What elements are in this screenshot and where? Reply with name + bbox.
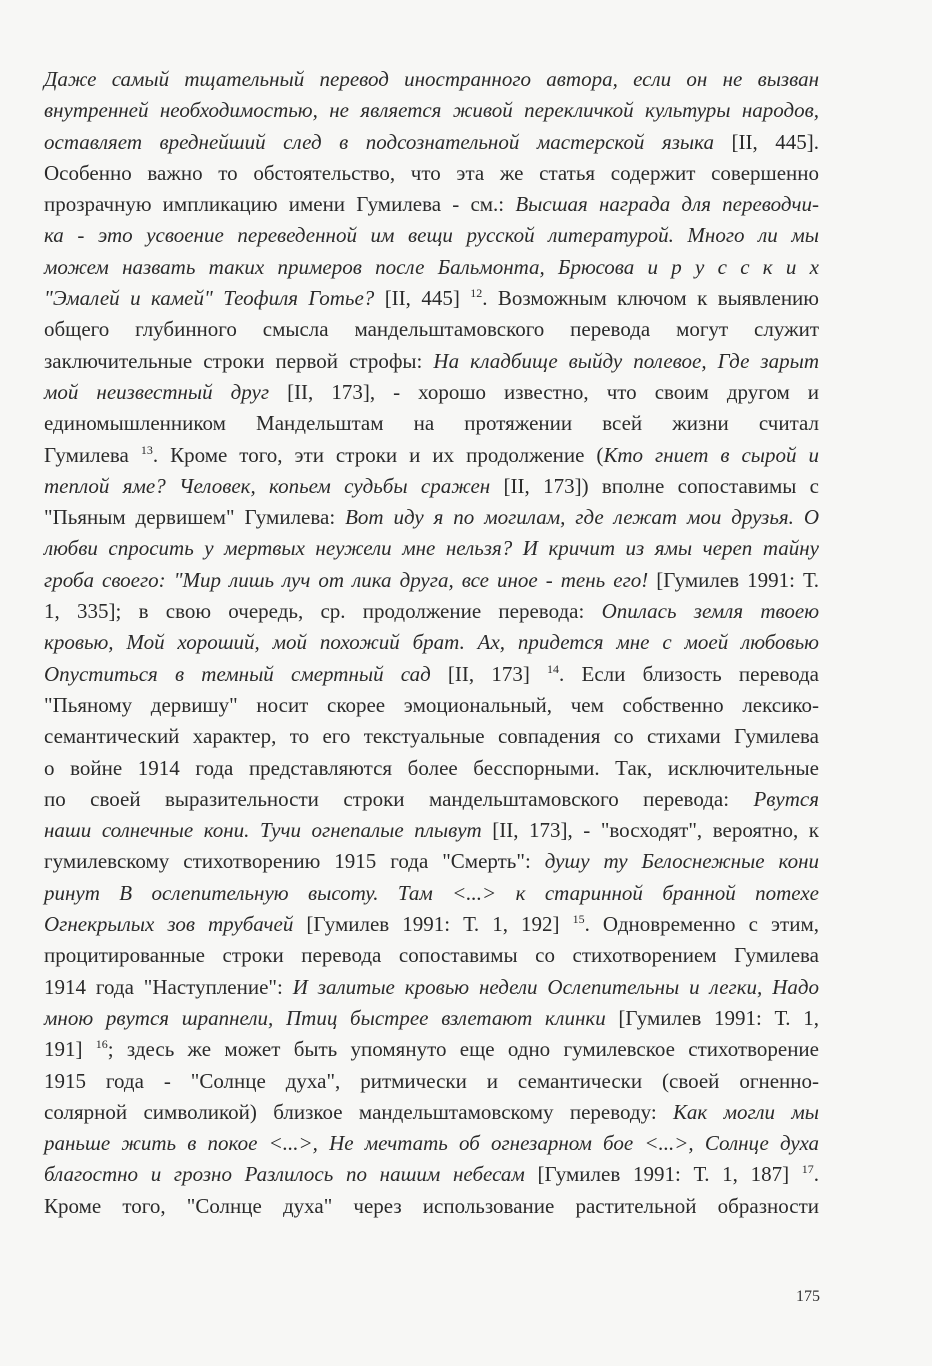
- footnote-ref: 16: [95, 1037, 108, 1052]
- quote-text: Как могли мы: [672, 1099, 819, 1124]
- text-line: [44, 502, 819, 533]
- body-text-segment: общего глубинного смысла мандельштамовского перевода могут служит: [44, 317, 819, 342]
- body-text-segment: "Пьяным дервишем" Гумилева:: [44, 505, 346, 530]
- body-text-segment: 1915 года - "Солнце духа", ритмически и семантически (своей огненно-: [44, 1068, 819, 1093]
- text-line: [44, 972, 819, 1003]
- body-text-segment: "Пьяному дервишу" носит скорее эмоциональный, чем собственно лексико-: [44, 692, 819, 717]
- text-line: [44, 440, 819, 471]
- quote-text: раньше жить в покое <...>, Не мечтать об огнезарном бое <...>, Солнце духа: [44, 1131, 819, 1156]
- text-line: [44, 377, 819, 408]
- body-text-segment: [II, 173], - хорошо известно, что своим другом и: [269, 379, 820, 404]
- body-text: [44, 64, 819, 1222]
- quote-text: любви спросить у мертвых неужели мне нельзя? И кричит из ямы череп тайну: [44, 536, 819, 561]
- text-line: [44, 408, 819, 439]
- text-line: [44, 846, 819, 877]
- body-text-segment: 1, 335]; в свою очередь, ср. продолжение перевода:: [44, 599, 602, 624]
- quote-text: мною рвутся шрапнели, Птиц быстрее взлетают клинки: [44, 1005, 606, 1030]
- quote-text: На кладбище выйду полевое, Где зарыт: [433, 348, 819, 373]
- quote-text: внутренней необходимостью, не является живой перекличкой культуры народов,: [44, 98, 819, 123]
- body-text-segment: . Возможным ключом к выявлению: [482, 286, 819, 311]
- body-text-segment: процитированные строки перевода сопоставимы со стихотворением Гумилева: [44, 943, 819, 968]
- footnote-ref: 15: [572, 912, 585, 927]
- quote-text: кровью, Мой хороший, мой похожий брат. Ах, придется мне с моей любовью: [44, 630, 819, 655]
- text-line: [44, 1128, 819, 1159]
- text-line: [44, 940, 819, 971]
- body-text-segment: по своей выразительности строки мандельштамовского перевода:: [44, 786, 754, 811]
- quote-text: Вот иду я по могилам, где лежат мои друзья. О: [345, 505, 820, 530]
- footnote-ref: 17: [801, 1162, 814, 1177]
- text-line: [44, 158, 819, 189]
- text-line: [44, 878, 819, 909]
- text-line: [44, 596, 819, 627]
- quote-text: мой неизвестный друг: [44, 379, 270, 404]
- quote-text: И залитые кровью недели Ослепительны и легки, Надо: [292, 974, 820, 999]
- body-text-segment: [II, 173], - "восходят", вероятно, к: [481, 818, 819, 843]
- quote-text: Даже самый тщательный перевод иностранного автора, если он не вызван: [44, 67, 819, 91]
- body-text-segment: [II, 173]) вполне сопоставимы с: [490, 473, 819, 498]
- body-text-segment: [II, 173]: [430, 661, 548, 686]
- text-line: [44, 1191, 819, 1222]
- text-line: [44, 1034, 819, 1065]
- body-text-segment: [II, 445].: [713, 129, 819, 154]
- body-text-segment: 1914 года "Наступление":: [44, 974, 293, 999]
- body-text-segment: заключительные строки первой строфы:: [44, 348, 434, 373]
- quote-text: теплой яме? Человек, копьем судьбы сражен: [44, 473, 491, 498]
- text-line: [44, 784, 819, 815]
- quote-text: душу ту Белоснежные кони: [544, 849, 819, 874]
- body-text-segment: солярной символикой) близкое мандельштамовскому переводу:: [44, 1099, 673, 1124]
- body-text-segment: . Одновременно с этим,: [584, 912, 819, 937]
- quote-text: оставляет вреднейший след в подсознательной мастерской языка: [44, 129, 714, 154]
- text-line: [44, 565, 819, 596]
- quote-text: Опуститься в темный смертный сад: [44, 661, 431, 686]
- quote-text: Высшая награда для переводчи-: [515, 192, 819, 217]
- text-line: [44, 95, 819, 126]
- quote-text: можем назвать таких примеров после Бальмонта, Брюсова и р у с с к и х: [44, 254, 819, 279]
- text-line: [44, 1066, 819, 1097]
- text-line: [44, 690, 819, 721]
- text-line: [44, 753, 819, 784]
- body-text-segment: семантический характер, то его текстуальные совпадения со стихами Гумилева: [44, 724, 819, 749]
- body-text-segment: гумилевскому стихотворению 1915 года "Смерть":: [44, 849, 545, 874]
- body-text-segment: [Гумилев 1991: Т. 1, 187]: [524, 1162, 802, 1187]
- body-text-segment: [Гумилев 1991: Т.: [648, 567, 819, 592]
- body-text-segment: . Если близость перевода: [559, 661, 819, 686]
- text-line: [44, 283, 819, 314]
- text-line: [44, 64, 819, 95]
- quote-text: Опилась земля твоею: [601, 599, 819, 624]
- footnote-ref: 12: [470, 286, 483, 301]
- text-line: [44, 220, 819, 251]
- body-text-segment: прозрачную импликацию имени Гумилева - см.:: [44, 192, 516, 217]
- text-line: [44, 346, 819, 377]
- text-line: [44, 1097, 819, 1128]
- quote-text: ка - это усвоение переведенной им вещи русской литературой. Много ли мы: [44, 223, 819, 248]
- text-line: [44, 533, 819, 564]
- quote-text: гроба своего: "Мир лишь луч от лика друга, все иное - тень его!: [44, 567, 649, 592]
- body-text-segment: единомышленником Мандельштам на протяжении всей жизни считал: [44, 411, 819, 436]
- body-text-segment: Особенно важно то обстоятельство, что эта же статья содержит совершенно: [44, 160, 819, 185]
- text-line: [44, 815, 819, 846]
- page-number: 175: [796, 1288, 820, 1305]
- body-text-segment: . Кроме того, эти строки и их продолжение (: [152, 442, 604, 467]
- footnote-ref: 13: [140, 442, 153, 457]
- body-text-segment: Гумилева: [44, 442, 141, 467]
- quote-text: ринут В ослепительную высоту. Там <...> к старинной бранной потехе: [44, 880, 819, 905]
- quote-text: Кто гниет в сырой и: [603, 442, 819, 467]
- text-line: [44, 1159, 819, 1190]
- quote-text: Рвутся: [753, 786, 819, 811]
- body-text-segment: 191]: [44, 1037, 96, 1062]
- text-line: [44, 909, 819, 940]
- body-text-segment: [II, 445]: [374, 286, 471, 311]
- quote-text: благостно и грозно Разлилось по нашим небесам: [44, 1162, 525, 1187]
- text-line: [44, 314, 819, 345]
- text-line: [44, 189, 819, 220]
- body-text-segment: о войне 1914 года представляются более бесспорными. Так, исключительные: [44, 755, 819, 780]
- text-line: [44, 659, 819, 690]
- footnote-ref: 14: [547, 661, 560, 676]
- quote-text: наши солнечные кони. Тучи огнепалые плывут: [44, 818, 482, 843]
- text-line: [44, 127, 819, 158]
- text-line: [44, 471, 819, 502]
- text-line: [44, 721, 819, 752]
- body-text-segment: .: [813, 1162, 819, 1187]
- quote-text: Огнекрылых зов трубачей: [44, 912, 294, 937]
- text-line: [44, 1003, 819, 1034]
- quote-text: "Эмалей и камей" Теофиля Готье?: [44, 286, 375, 311]
- body-text-segment: Кроме того, "Солнце духа" через использование растительной образности: [44, 1193, 819, 1218]
- body-text-segment: [Гумилев 1991: Т. 1,: [605, 1005, 819, 1030]
- body-text-segment: ; здесь же может быть упомянуто еще одно гумилевское стихотворение: [107, 1037, 819, 1062]
- text-line: [44, 627, 819, 658]
- text-line: [44, 252, 819, 283]
- body-text-segment: [Гумилев 1991: Т. 1, 192]: [293, 912, 573, 937]
